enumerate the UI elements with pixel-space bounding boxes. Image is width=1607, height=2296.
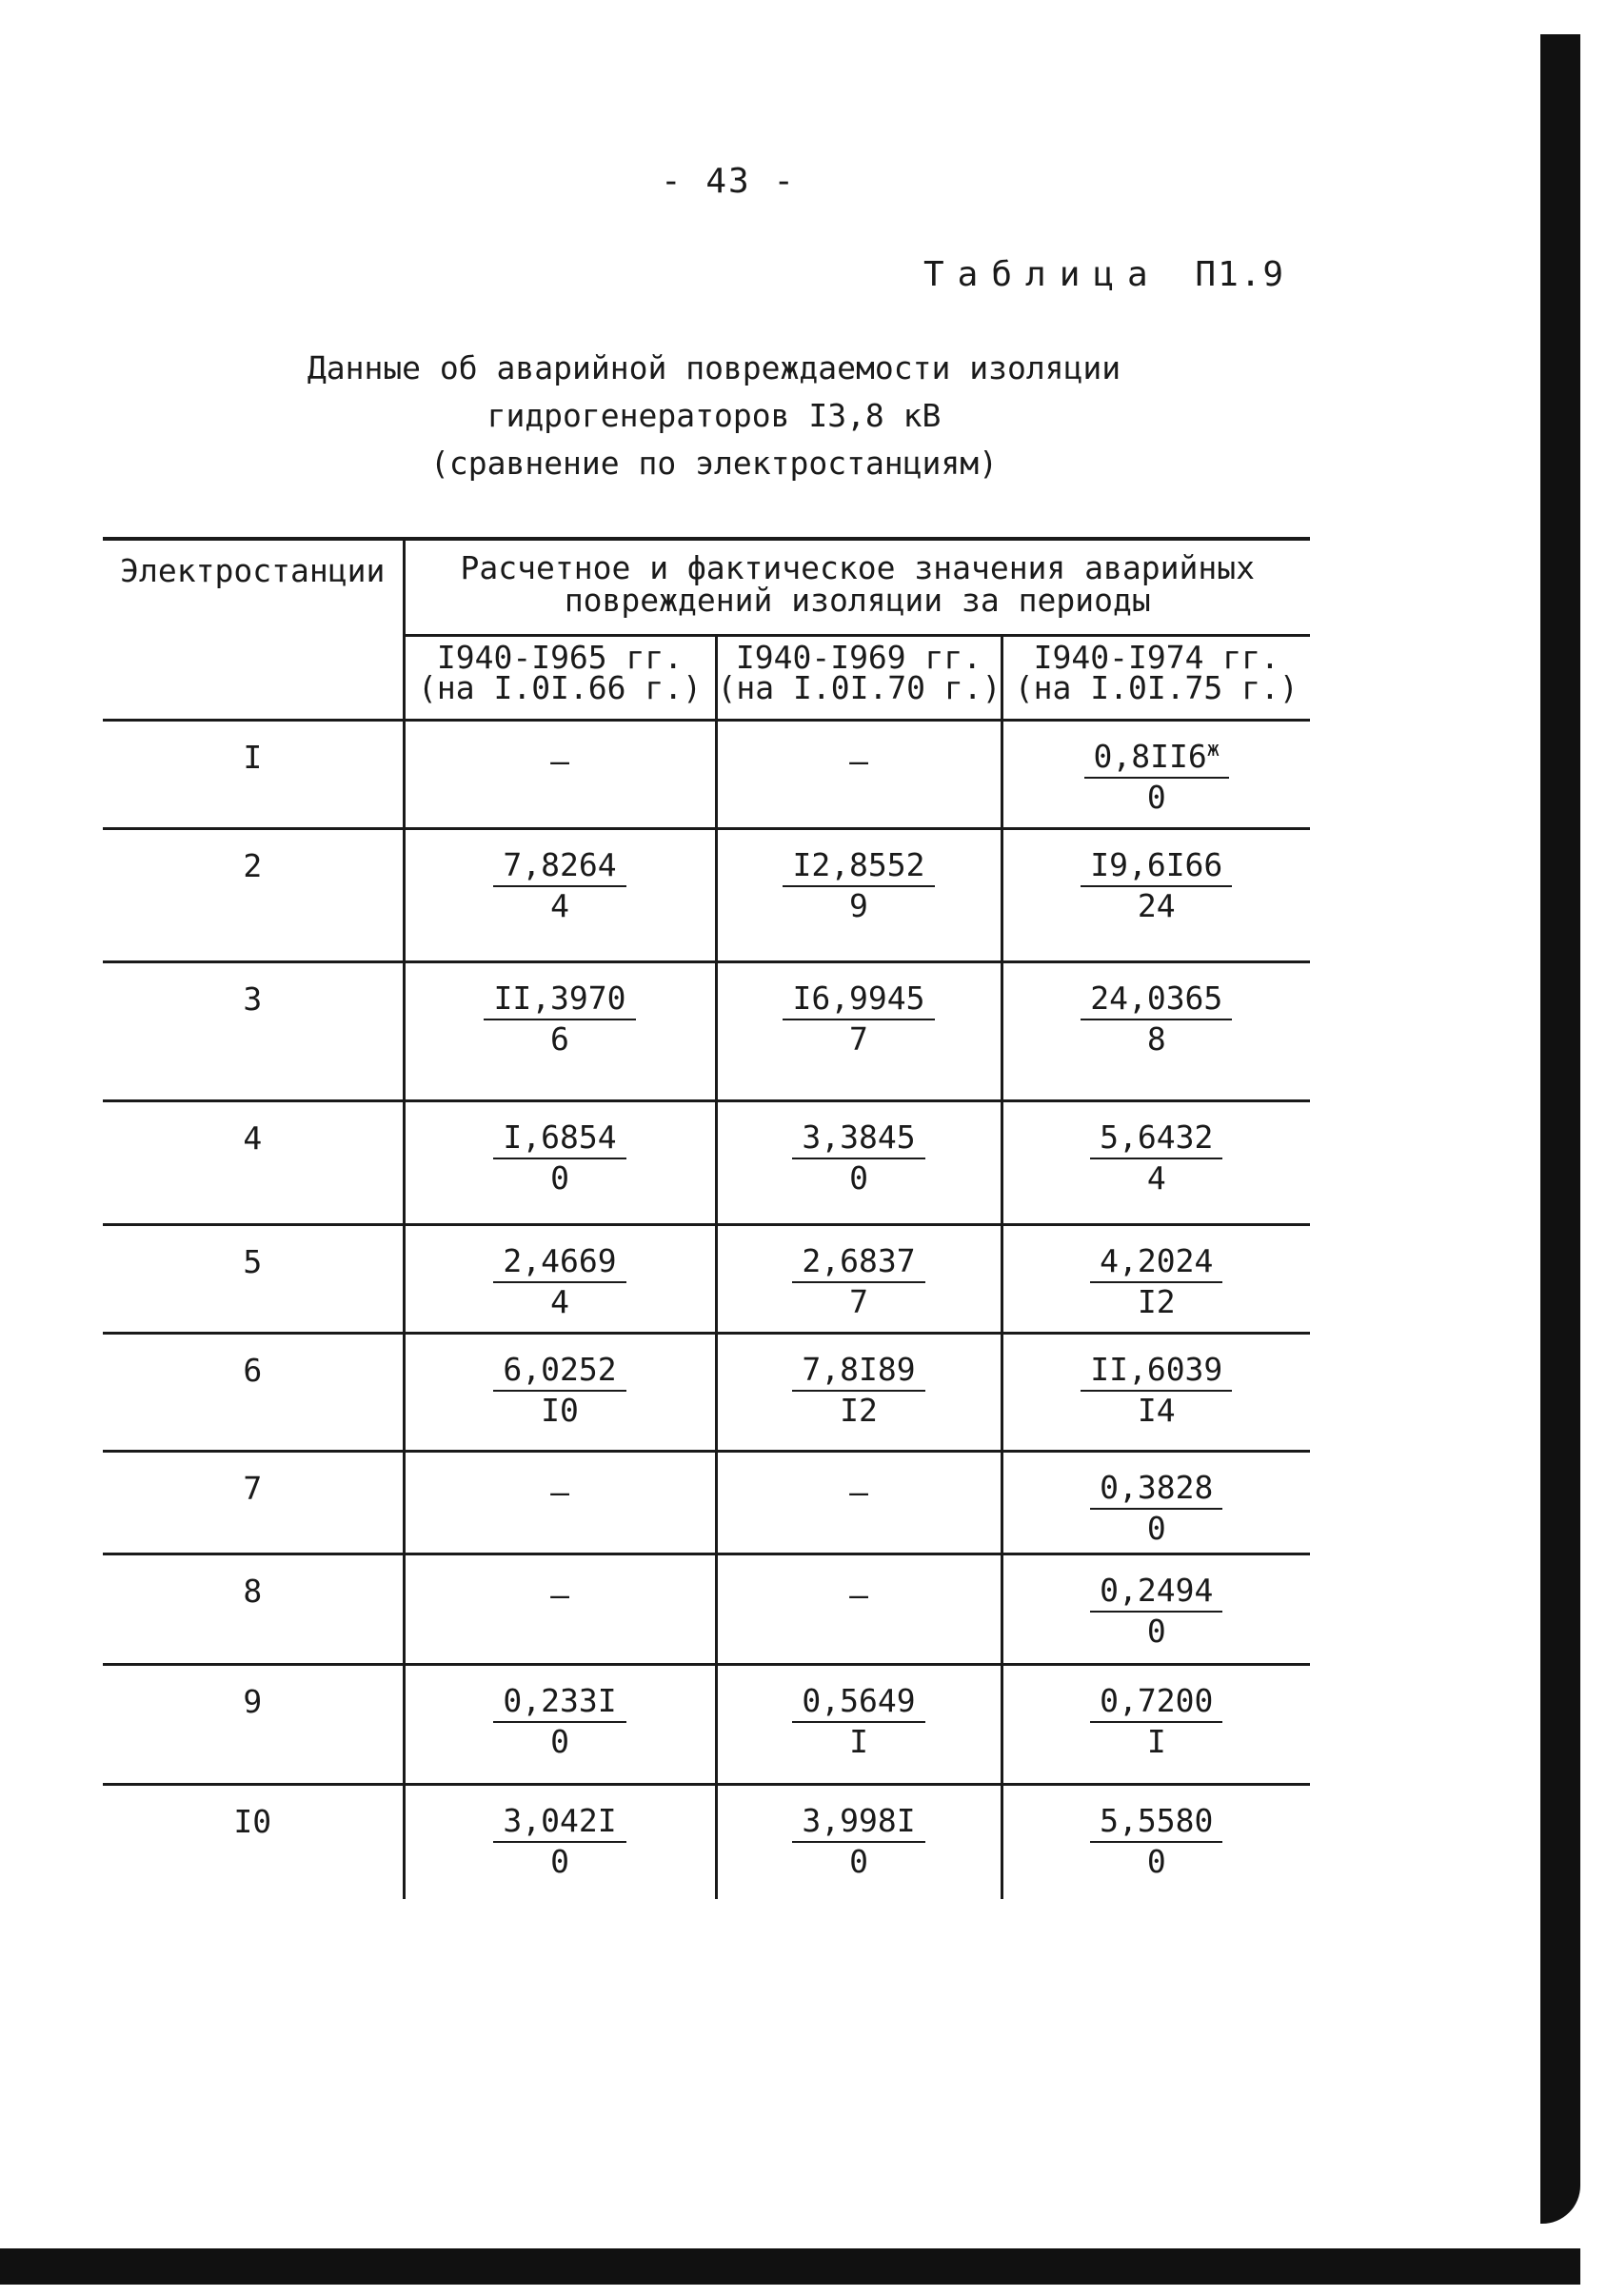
period-date: (на I.0I.66 г.)	[417, 669, 702, 706]
value-cell	[1002, 1101, 1310, 1225]
calculated-value-text: 4,2024	[1100, 1242, 1214, 1279]
footnote-mark: ж	[1206, 738, 1220, 762]
scan-edge-bottom	[0, 2248, 1580, 2285]
damage-table	[103, 537, 1310, 1899]
calculated-value-text: 2,6837	[802, 1242, 916, 1279]
value-cell	[404, 1665, 716, 1785]
value-cell	[404, 962, 716, 1101]
fraction	[493, 1352, 625, 1430]
actual-value: 0	[1146, 1843, 1166, 1880]
actual-value: 9	[849, 887, 868, 924]
calculated-value-text: 3,042I	[503, 1802, 617, 1839]
station-cell: I	[103, 721, 404, 829]
calculated-value-text: 5,6432	[1100, 1118, 1214, 1156]
calculated-value-text: 3,3845	[802, 1118, 916, 1156]
calculated-value-text: II,3970	[493, 980, 626, 1017]
actual-value: 4	[550, 887, 569, 924]
caption-line: гидрогенераторов I3,8 кВ	[486, 397, 942, 434]
fraction	[783, 847, 934, 925]
calculated-value	[783, 980, 934, 1020]
header-main	[404, 539, 1310, 636]
fraction	[484, 980, 635, 1059]
value-cell	[716, 829, 1002, 962]
fraction	[1090, 1573, 1222, 1651]
fraction	[1084, 739, 1229, 817]
table-row	[103, 1554, 1310, 1665]
period-date: (на I.0I.70 г.)	[717, 669, 1002, 706]
value-cell	[1002, 1225, 1310, 1334]
value-cell	[404, 1785, 716, 1899]
value-cell	[1002, 1334, 1310, 1452]
no-data-dash: –	[550, 1576, 569, 1613]
station-cell: 2	[103, 829, 404, 962]
station-cell: 7	[103, 1452, 404, 1554]
value-cell	[1002, 962, 1310, 1101]
fraction	[1090, 1470, 1222, 1548]
table-row	[103, 1785, 1310, 1899]
calculated-value-text: I6,9945	[792, 980, 925, 1017]
actual-value: I4	[1137, 1392, 1176, 1429]
fraction	[792, 1119, 924, 1197]
fraction	[1090, 1119, 1222, 1197]
table-row	[103, 1665, 1310, 1785]
value-cell	[716, 1554, 1002, 1665]
header-period	[1002, 636, 1310, 721]
header-period	[716, 636, 1002, 721]
calculated-value	[792, 1352, 924, 1392]
value-cell	[1002, 1665, 1310, 1785]
calculated-value	[493, 1352, 625, 1392]
calculated-value-text: 7,8I89	[802, 1351, 916, 1388]
value-cell	[1002, 829, 1310, 962]
actual-value: 0	[550, 1723, 569, 1760]
calculated-value-text: 5,5580	[1100, 1802, 1214, 1839]
table-row	[103, 1225, 1310, 1334]
table-body	[103, 721, 1310, 1899]
actual-value: 8	[1146, 1020, 1166, 1058]
table-label-number: П1.9	[1195, 255, 1286, 294]
fraction	[1081, 1352, 1232, 1430]
actual-value: 0	[550, 1159, 569, 1197]
value-cell	[404, 1225, 716, 1334]
value-cell	[1002, 721, 1310, 829]
fraction	[792, 1803, 924, 1881]
fraction	[1081, 847, 1232, 925]
calculated-value	[1081, 1352, 1232, 1392]
actual-value: 7	[849, 1283, 868, 1320]
fraction	[792, 1352, 924, 1430]
fraction	[1090, 1683, 1222, 1761]
fraction	[493, 1683, 625, 1761]
period-date: (на I.0I.75 г.)	[1014, 669, 1299, 706]
actual-value: 7	[849, 1020, 868, 1058]
calculated-value-text: 7,8264	[503, 846, 617, 883]
actual-value: 4	[1146, 1159, 1166, 1197]
no-data-dash: –	[849, 1576, 868, 1613]
calculated-value	[792, 1119, 924, 1159]
calculated-value	[783, 847, 934, 887]
calculated-value-text: 0,7200	[1100, 1682, 1214, 1719]
value-cell	[404, 1334, 716, 1452]
actual-value: 0	[1146, 1613, 1166, 1650]
value-cell	[716, 721, 1002, 829]
calculated-value	[1090, 1573, 1222, 1613]
calculated-value-text: 0,2494	[1100, 1572, 1214, 1609]
calculated-value-text: 0,8II6	[1093, 738, 1207, 775]
actual-value: 0	[1146, 779, 1166, 816]
value-cell	[716, 1785, 1002, 1899]
value-cell	[716, 1665, 1002, 1785]
table-row	[103, 1101, 1310, 1225]
station-cell: 3	[103, 962, 404, 1101]
fraction	[493, 847, 625, 925]
no-data-dash: –	[849, 742, 868, 780]
actual-value: I	[849, 1723, 868, 1760]
calculated-value-text: I,6854	[503, 1118, 617, 1156]
calculated-value-text: II,6039	[1090, 1351, 1223, 1388]
period-range: I940-I974 гг.	[1033, 639, 1280, 676]
calculated-value	[1081, 980, 1232, 1020]
actual-value: I	[1146, 1723, 1166, 1760]
no-data-dash: –	[849, 1474, 868, 1511]
value-cell	[716, 1225, 1002, 1334]
calculated-value-text: I9,6I66	[1090, 846, 1223, 883]
table-row	[103, 829, 1310, 962]
calculated-value	[1090, 1683, 1222, 1723]
actual-value: 0	[849, 1843, 868, 1880]
value-cell	[404, 721, 716, 829]
header-main-line: Расчетное и фактическое значения аварийных	[460, 549, 1255, 586]
no-data-dash: –	[550, 1474, 569, 1511]
calculated-value	[493, 1683, 625, 1723]
fraction	[1081, 980, 1232, 1059]
station-cell: 6	[103, 1334, 404, 1452]
calculated-value	[493, 847, 625, 887]
value-cell	[404, 829, 716, 962]
fraction	[792, 1243, 924, 1321]
fraction	[792, 1683, 924, 1761]
calculated-value	[792, 1683, 924, 1723]
station-cell: 9	[103, 1665, 404, 1785]
calculated-value-text: 3,998I	[802, 1802, 916, 1839]
caption-line: (сравнение по электростанциям)	[429, 445, 999, 482]
calculated-value	[1090, 1803, 1222, 1843]
fraction	[1090, 1243, 1222, 1321]
calculated-value-text: 2,4669	[503, 1242, 617, 1279]
header-period	[404, 636, 716, 721]
value-cell	[404, 1554, 716, 1665]
station-cell: 4	[103, 1101, 404, 1225]
fraction	[783, 980, 934, 1059]
value-cell	[716, 962, 1002, 1101]
calculated-value	[792, 1803, 924, 1843]
station-cell: 5	[103, 1225, 404, 1334]
fraction	[1090, 1803, 1222, 1881]
fraction	[493, 1243, 625, 1321]
value-cell	[404, 1101, 716, 1225]
value-cell	[716, 1452, 1002, 1554]
actual-value: 6	[550, 1020, 569, 1058]
header-station: Электростанции	[103, 539, 404, 721]
actual-value: 4	[550, 1283, 569, 1320]
actual-value: I2	[1137, 1283, 1176, 1320]
table-caption	[0, 345, 1428, 487]
period-range: I940-I969 гг.	[735, 639, 982, 676]
calculated-value	[493, 1243, 625, 1283]
calculated-value	[792, 1243, 924, 1283]
table-label-word: Таблица	[923, 255, 1161, 294]
calculated-value-text: 6,0252	[503, 1351, 617, 1388]
value-cell	[716, 1334, 1002, 1452]
value-cell	[1002, 1785, 1310, 1899]
calculated-value-text: 0,3828	[1100, 1469, 1214, 1506]
actual-value: 24	[1137, 887, 1176, 924]
calculated-value-text: 0,233I	[503, 1682, 617, 1719]
calculated-value	[1090, 1243, 1222, 1283]
table-row	[103, 1334, 1310, 1452]
value-cell	[404, 1452, 716, 1554]
calculated-value	[484, 980, 635, 1020]
table-row	[103, 1452, 1310, 1554]
actual-value: 0	[1146, 1510, 1166, 1547]
fraction	[493, 1119, 625, 1197]
fraction	[493, 1803, 625, 1881]
header-main-line: повреждений изоляции за периоды	[564, 582, 1151, 619]
actual-value: I2	[840, 1392, 878, 1429]
calculated-value	[1090, 1470, 1222, 1510]
actual-value: 0	[550, 1843, 569, 1880]
table-row	[103, 962, 1310, 1101]
no-data-dash: –	[550, 742, 569, 780]
table-row	[103, 721, 1310, 829]
calculated-value-text: 24,0365	[1090, 980, 1223, 1017]
table-label	[923, 255, 1285, 294]
calculated-value	[1090, 1119, 1222, 1159]
caption-line: Данные об аварийной повреждаемости изоляции	[307, 349, 1121, 386]
calculated-value-text: I2,8552	[792, 846, 925, 883]
scan-edge-right	[1540, 34, 1580, 2224]
calculated-value-text: 0,5649	[802, 1682, 916, 1719]
actual-value: 0	[849, 1159, 868, 1197]
calculated-value	[1084, 739, 1229, 779]
calculated-value	[1081, 847, 1232, 887]
value-cell	[716, 1101, 1002, 1225]
station-cell: I0	[103, 1785, 404, 1899]
period-range: I940-I965 гг.	[436, 639, 684, 676]
calculated-value	[493, 1803, 625, 1843]
actual-value: I0	[541, 1392, 579, 1429]
calculated-value	[493, 1119, 625, 1159]
value-cell	[1002, 1452, 1310, 1554]
page-number: - 43 -	[660, 162, 797, 201]
value-cell	[1002, 1554, 1310, 1665]
station-cell: 8	[103, 1554, 404, 1665]
